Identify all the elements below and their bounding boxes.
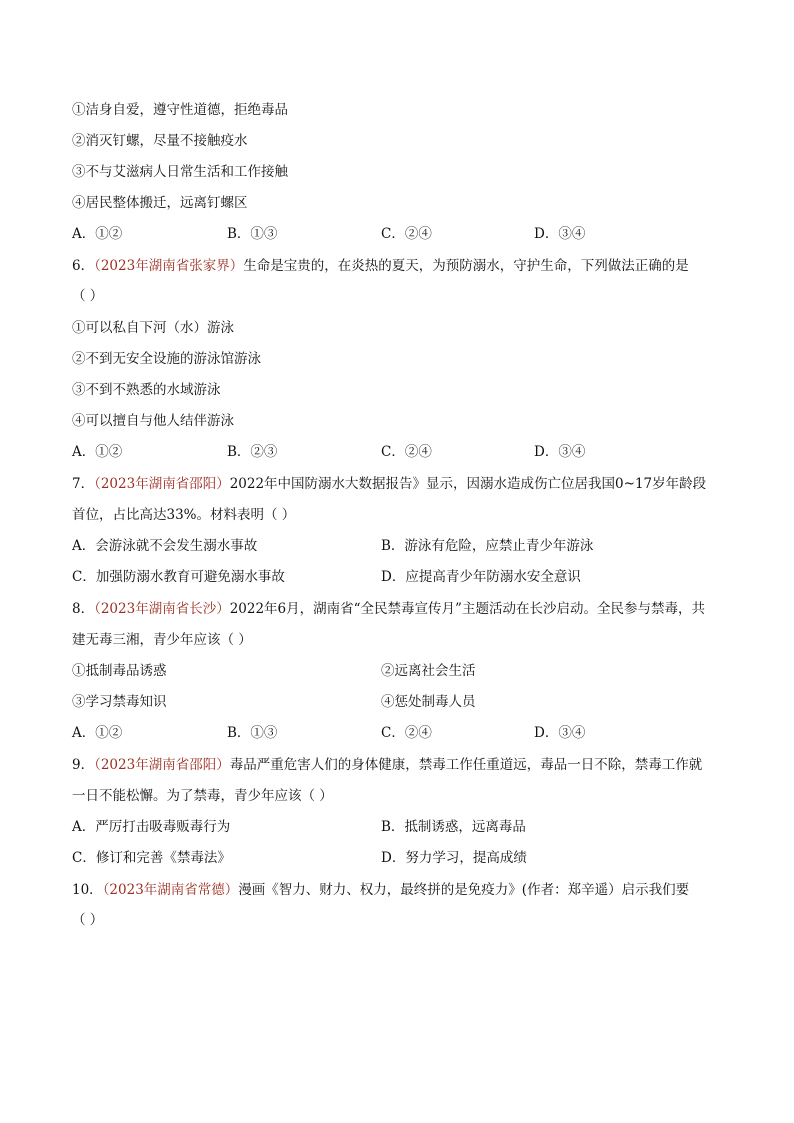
q7-option-d: D．应提高青少年防溺水安全意识 <box>381 569 581 585</box>
q7-number: 7． <box>72 476 95 492</box>
q10-stem-text: 漫画《智力、财力、权力，最终拼的是免疫力》(作者：郑辛遥）启示我们要 <box>238 882 690 898</box>
q8-number: 8． <box>72 601 95 617</box>
q8-item-2: ②远离社会生活 <box>381 663 476 679</box>
q6-source: （2023年湖南省张家界） <box>94 258 244 274</box>
q5-item-2: ②消灭钉螺，尽量不接触疫水 <box>72 133 248 149</box>
q8-option-a: A．①② <box>72 725 123 741</box>
q9-stem-text: 毒品严重危害人们的身体健康，禁毒工作任重道远，毒品一日不除，禁毒工作就 <box>229 757 703 773</box>
q8-stem-text: 2022年6月，湖南省“全民禁毒宣传月”主题活动在长沙启动。全民参与禁毒，共 <box>229 601 705 617</box>
q9-stem-line2: 一日不能松懈。为了禁毒，青少年应该（ ） <box>72 788 333 804</box>
q8-item-1: ①抵制毒品诱惑 <box>72 663 167 679</box>
q9-source: （2023年湖南省邵阳） <box>94 757 230 773</box>
q6-item-2: ②不到无安全设施的游泳馆游泳 <box>72 351 261 367</box>
q8-stem <box>72 599 722 619</box>
q6-option-c: C．②④ <box>381 444 432 460</box>
q8-option-d: D．③④ <box>534 725 586 741</box>
q6-item-4: ④可以擅自与他人结伴游泳 <box>72 413 234 429</box>
q8-option-c: C．②④ <box>381 725 432 741</box>
q8-option-b: B．①③ <box>227 725 278 741</box>
q5-option-b: B．①③ <box>227 226 278 242</box>
q5-item-4: ④居民整体搬迁，远离钉螺区 <box>72 195 248 211</box>
q6-option-a: A．①② <box>72 444 123 460</box>
q10-source: （2023年湖南省常德） <box>102 882 239 898</box>
q8-item-4: ④惩处制毒人员 <box>381 694 476 710</box>
q5-option-d: D．③④ <box>534 226 586 242</box>
q7-option-a: A．会游泳就不会发生溺水事故 <box>72 538 258 554</box>
q7-stem <box>72 474 722 494</box>
q6-stem <box>72 256 722 276</box>
q6-item-1: ①可以私自下河（水）游泳 <box>72 320 234 336</box>
q6-stem-text: 生命是宝贵的，在炎热的夏天，为预防溺水，守护生命，下列做法正确的是 <box>243 258 689 274</box>
q10-answer-blank: （ ） <box>72 912 104 928</box>
q9-option-d: D．努力学习，提高成绩 <box>381 850 527 866</box>
q9-option-c: C．修订和完善《禁毒法》 <box>72 850 231 866</box>
q9-option-b: B．抵制诱惑，远离毒品 <box>381 819 526 835</box>
q6-option-b: B．②③ <box>227 444 278 460</box>
q8-item-3: ③学习禁毒知识 <box>72 694 167 710</box>
q5-option-a: A．①② <box>72 226 123 242</box>
q7-source: （2023年湖南省邵阳） <box>94 476 230 492</box>
q9-number: 9． <box>72 757 95 773</box>
q8-stem-line2: 建无毒三湘，青少年应该（ ） <box>72 632 252 648</box>
q9-option-a: A．严厉打击吸毒贩毒行为 <box>72 819 231 835</box>
q7-stem-line2: 首位，占比高达33%。材料表明（ ） <box>72 507 296 523</box>
q6-answer-blank: （ ） <box>72 288 104 304</box>
q9-stem <box>72 755 722 775</box>
q5-option-c: C．②④ <box>381 226 432 242</box>
q10-stem <box>72 880 722 900</box>
q8-source: （2023年湖南省长沙） <box>94 601 230 617</box>
q10-number: 10． <box>72 882 103 898</box>
q7-option-b: B．游泳有危险，应禁止青少年游泳 <box>381 538 594 554</box>
q6-item-3: ③不到不熟悉的水域游泳 <box>72 382 221 398</box>
q5-item-3: ③不与艾滋病人日常生活和工作接触 <box>72 164 288 180</box>
q7-option-c: C．加强防溺水教育可避免溺水事故 <box>72 569 285 585</box>
q7-stem-text: 2022年中国防溺水大数据报告》显示，因溺水造成伤亡位居我国0~17岁年龄段 <box>229 476 707 492</box>
q6-option-d: D．③④ <box>534 444 586 460</box>
q5-item-1: ①洁身自爱，遵守性道德，拒绝毒品 <box>72 102 288 118</box>
q6-number: 6． <box>72 258 95 274</box>
